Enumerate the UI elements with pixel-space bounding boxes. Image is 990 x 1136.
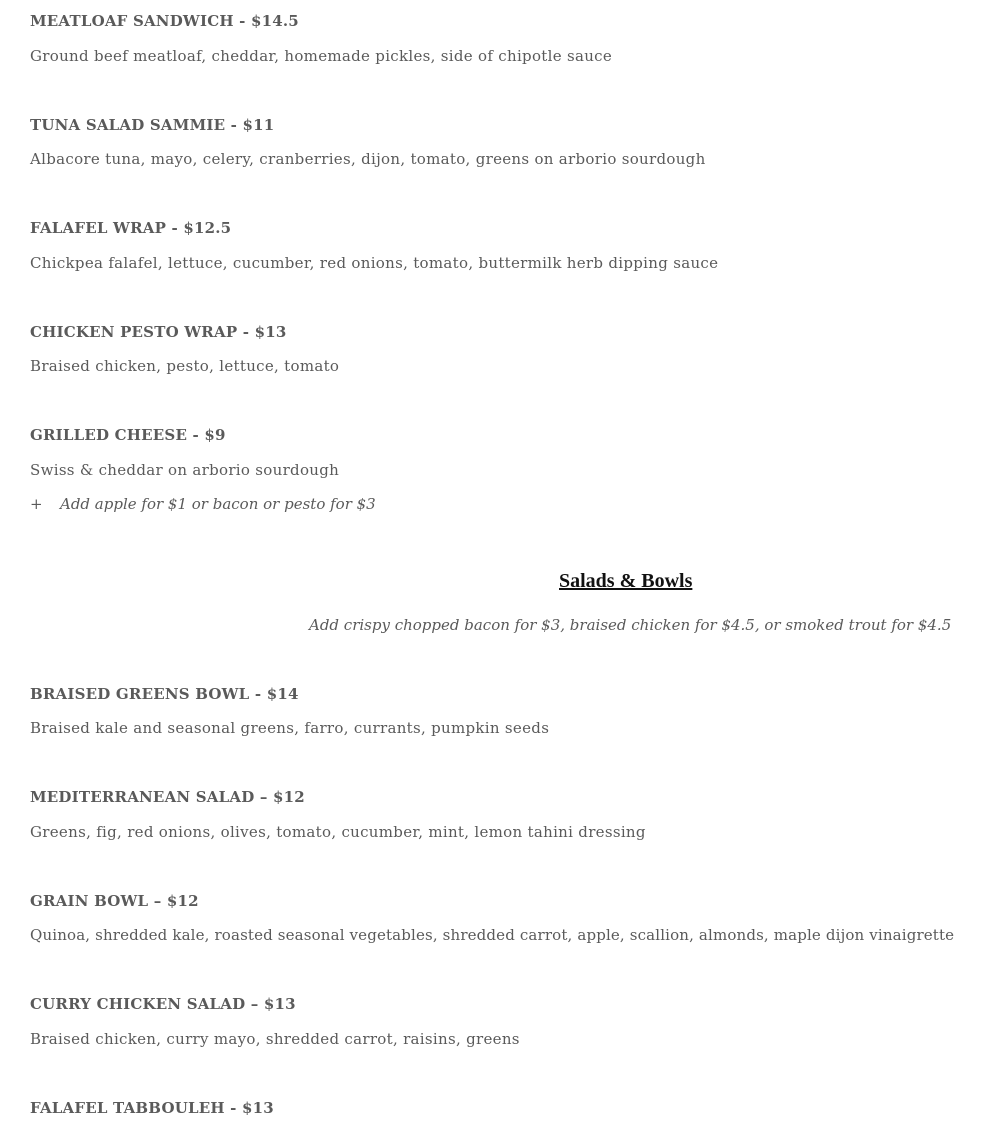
menu-item-description: Greens, fig, red onions, olives, tomato, cucumber, mint, lemon tahini dressing (30, 823, 646, 841)
menu-item-name: FALAFEL WRAP - $12.5 (30, 219, 232, 237)
bullet-glyph: + (30, 495, 43, 513)
menu-item-description: Albacore tuna, mayo, celery, cranberries, dijon, tomato, greens on arborio sourdough (30, 150, 706, 168)
menu-item-name: MEATLOAF SANDWICH - $14.5 (30, 12, 299, 30)
menu-item-name: MEDITERRANEAN SALAD – $12 (30, 788, 305, 806)
menu-item-name: GRAIN BOWL – $12 (30, 892, 199, 910)
menu-item-description: Ground beef meatloaf, cheddar, homemade pickles, side of chipotle sauce (30, 47, 613, 65)
menu-item-name: GRILLED CHEESE - $9 (30, 426, 226, 444)
menu-item-description: Chickpea falafel, lettuce, cucumber, red onions, tomato, buttermilk herb dipping sauce (30, 254, 719, 272)
addon-note (30, 495, 376, 513)
menu-item-name: BRAISED GREENS BOWL - $14 (30, 685, 299, 703)
section-note: Add crispy chopped bacon for $3, braised chicken for $4.5, or smoked trout for $4.5 (309, 616, 952, 634)
menu-item-name: FALAFEL TABBOULEH - $13 (30, 1099, 274, 1117)
menu-item-description: Braised chicken, pesto, lettuce, tomato (30, 357, 340, 375)
menu-item-name: TUNA SALAD SAMMIE - $11 (30, 116, 275, 134)
menu-item-description: Quinoa, shredded kale, roasted seasonal vegetables, shredded carrot, apple, scallion, almonds, maple dijon vinaigrette (30, 926, 955, 944)
menu-item-description: Braised chicken, curry mayo, shredded carrot, raisins, greens (30, 1030, 520, 1048)
section-title: Salads & Bowls (559, 570, 693, 592)
addon-text: Add apple for $1 or bacon or pesto for $3 (60, 495, 376, 513)
menu-item-description: Braised kale and seasonal greens, farro, currants, pumpkin seeds (30, 719, 550, 737)
menu-item-description: Swiss & cheddar on arborio sourdough (30, 461, 340, 479)
menu-item-name: CURRY CHICKEN SALAD – $13 (30, 995, 296, 1013)
menu-item-name: CHICKEN PESTO WRAP - $13 (30, 323, 287, 341)
